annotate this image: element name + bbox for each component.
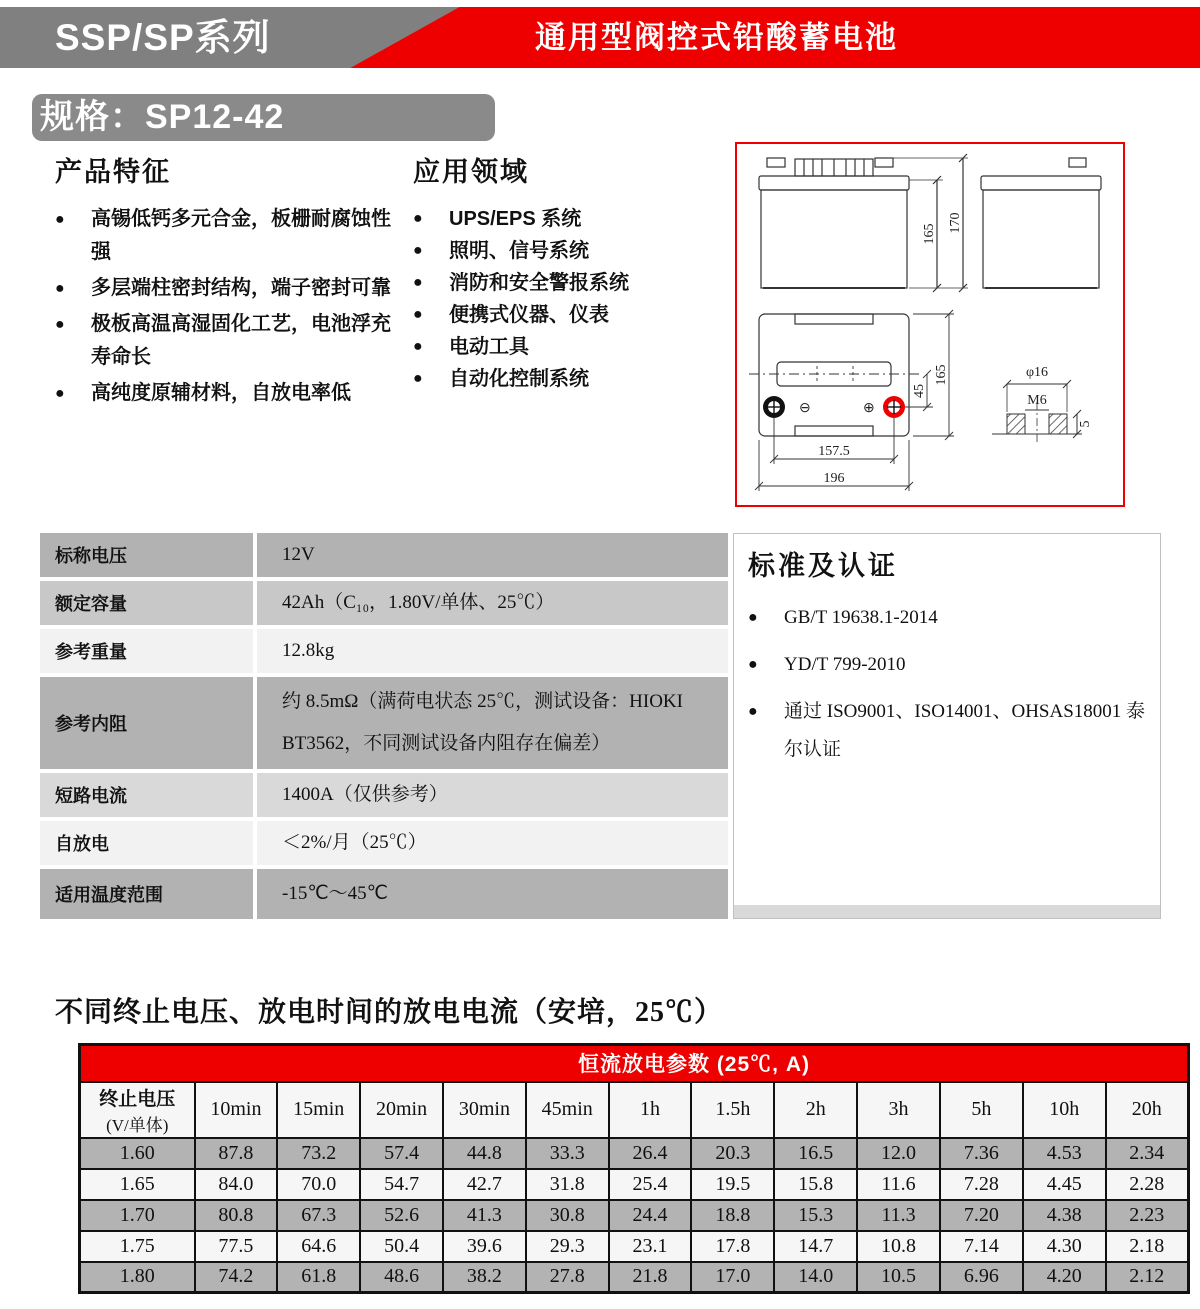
current-cell: 33.3 — [526, 1138, 609, 1169]
time-col-header: 20min — [360, 1082, 443, 1138]
feature-item — [55, 308, 400, 374]
feature-text: 极板高温高湿固化工艺，电池浮充寿命长 — [91, 313, 391, 368]
current-cell: 87.8 — [195, 1138, 278, 1169]
application-text: 消防和安全警报系统 — [449, 272, 629, 294]
application-text: 便携式仪器、仪表 — [449, 304, 609, 326]
standards-footer-strip — [734, 905, 1160, 918]
time-col-header: 1h — [609, 1082, 692, 1138]
negative-terminal-mark: ⊖ — [799, 401, 811, 416]
application-text: 照明、信号系统 — [449, 240, 589, 262]
spec-label: 适用温度范围 — [40, 869, 253, 919]
end-voltage-cell: 1.70 — [80, 1200, 195, 1231]
discharge-table-title: 恒流放电参数 (25℃, A) — [80, 1045, 1189, 1082]
current-cell: 14.7 — [774, 1231, 857, 1262]
feature-text: 多层端柱密封结构，端子密封可靠 — [91, 277, 391, 299]
application-text: 电动工具 — [449, 336, 529, 358]
time-col-header: 20h — [1106, 1082, 1189, 1138]
current-cell: 77.5 — [195, 1231, 278, 1262]
discharge-row — [80, 1262, 1189, 1293]
current-cell: 52.6 — [360, 1200, 443, 1231]
current-cell: 11.3 — [857, 1200, 940, 1231]
applications-section — [413, 150, 733, 395]
bullet-icon: ● — [413, 242, 423, 259]
bullet-icon: ● — [55, 316, 65, 333]
current-cell: 11.6 — [857, 1169, 940, 1200]
end-voltage-cell: 1.80 — [80, 1262, 195, 1293]
current-cell: 42.7 — [443, 1169, 526, 1200]
current-cell: 2.28 — [1106, 1169, 1189, 1200]
current-cell: 20.3 — [691, 1138, 774, 1169]
bullet-icon: ● — [55, 385, 65, 402]
dim-top-height: 165 — [934, 364, 949, 386]
dim-terminal-spacing: 157.5 — [818, 444, 850, 459]
application-item — [413, 267, 733, 299]
current-cell: 48.6 — [360, 1262, 443, 1293]
current-cell: 24.4 — [609, 1200, 692, 1231]
current-cell: 2.12 — [1106, 1262, 1189, 1293]
application-item — [413, 331, 733, 363]
time-col-header: 30min — [443, 1082, 526, 1138]
current-cell: 26.4 — [609, 1138, 692, 1169]
bullet-icon: ● — [413, 274, 423, 291]
end-voltage-cell: 1.75 — [80, 1231, 195, 1262]
current-cell: 10.8 — [857, 1231, 940, 1262]
current-cell: 38.2 — [443, 1262, 526, 1293]
current-cell: 73.2 — [277, 1138, 360, 1169]
spec-label: 自放电 — [40, 821, 253, 865]
features-title: 产品特征 — [55, 157, 171, 187]
end-voltage-cell: 1.60 — [80, 1138, 195, 1169]
current-cell: 61.8 — [277, 1262, 360, 1293]
spec-label: 短路电流 — [40, 773, 253, 817]
current-cell: 29.3 — [526, 1231, 609, 1262]
discharge-section-title: 不同终止电压、放电时间的放电电流（安培，25℃） — [55, 997, 724, 1028]
spec-label: 参考内阻 — [40, 677, 253, 769]
current-cell: 30.8 — [526, 1200, 609, 1231]
bullet-icon: ● — [413, 306, 423, 323]
spec-badge: 规格：SP12-42 — [32, 94, 495, 141]
positive-terminal-mark: ⊕ — [863, 401, 875, 416]
current-cell: 19.5 — [691, 1169, 774, 1200]
current-cell: 27.8 — [526, 1262, 609, 1293]
feature-item — [55, 377, 400, 410]
spec-row — [40, 677, 728, 769]
battery-drawing-svg — [737, 144, 1123, 505]
standards-section — [733, 533, 1161, 919]
application-text: 自动化控制系统 — [449, 368, 589, 390]
current-cell: 25.4 — [609, 1169, 692, 1200]
current-cell: 2.23 — [1106, 1200, 1189, 1231]
spec-row — [40, 773, 728, 817]
application-item — [413, 299, 733, 331]
dim-overall-length: 196 — [823, 471, 845, 486]
spec-row — [40, 869, 728, 919]
current-cell: 67.3 — [277, 1200, 360, 1231]
discharge-row — [80, 1231, 1189, 1262]
current-cell: 7.14 — [940, 1231, 1023, 1262]
current-cell: 2.34 — [1106, 1138, 1189, 1169]
feature-text: 高锡低钙多元合金，板栅耐腐蚀性强 — [91, 208, 391, 263]
dim-terminal-offset: 45 — [912, 384, 927, 398]
bullet-icon: ● — [748, 703, 758, 720]
standard-text: YD/T 799-2010 — [784, 654, 906, 675]
bullet-icon: ● — [748, 609, 758, 626]
current-cell: 14.0 — [774, 1262, 857, 1293]
end-voltage-header-line2: (V/单体) — [106, 1115, 169, 1135]
standards-title: 标准及认证 — [748, 551, 898, 581]
current-cell: 17.8 — [691, 1231, 774, 1262]
dim-thread: M6 — [1027, 393, 1047, 408]
current-cell: 39.6 — [443, 1231, 526, 1262]
discharge-row — [80, 1169, 1189, 1200]
time-col-header: 15min — [277, 1082, 360, 1138]
standard-text: GB/T 19638.1-2014 — [784, 607, 938, 628]
time-col-header: 10min — [195, 1082, 278, 1138]
standard-item — [748, 693, 1146, 769]
standard-text: 通过 ISO9001、ISO14001、OHSAS18001 泰尔认证 — [784, 701, 1146, 760]
current-cell: 15.8 — [774, 1169, 857, 1200]
current-cell: 17.0 — [691, 1262, 774, 1293]
bullet-icon: ● — [413, 210, 423, 227]
spec-value: 12V — [257, 533, 728, 577]
bullet-icon: ● — [413, 338, 423, 355]
series-label: SSP/SP系列 — [55, 17, 271, 58]
standard-item — [748, 646, 1146, 684]
current-cell: 4.38 — [1023, 1200, 1106, 1231]
spec-label: 标称电压 — [40, 533, 253, 577]
current-cell: 4.20 — [1023, 1262, 1106, 1293]
dim-thread-depth: 5 — [1078, 420, 1093, 428]
product-type-label: 通用型阀控式铅酸蓄电池 — [535, 20, 898, 55]
spec-value: 约 8.5mΩ（满荷电状态 25℃，测试设备：HIOKI BT3562，不同测试设备内阻存在偏差） — [257, 677, 728, 769]
standard-item — [748, 599, 1146, 637]
time-col-header: 3h — [857, 1082, 940, 1138]
spec-row — [40, 821, 728, 865]
bullet-icon: ● — [55, 280, 65, 297]
spec-value: 12.8kg — [257, 629, 728, 673]
end-voltage-header — [80, 1082, 195, 1138]
end-voltage-header-line1: 终止电压 — [99, 1088, 176, 1110]
current-cell: 41.3 — [443, 1200, 526, 1231]
spec-table — [40, 533, 728, 923]
end-voltage-cell: 1.65 — [80, 1169, 195, 1200]
feature-text: 高纯度原辅材料，自放电率低 — [91, 382, 351, 404]
top-banner — [0, 7, 1200, 68]
spec-value: ＜2%/月（25℃） — [257, 821, 728, 865]
current-cell: 64.6 — [277, 1231, 360, 1262]
discharge-row — [80, 1200, 1189, 1231]
current-cell: 2.18 — [1106, 1231, 1189, 1262]
bullet-icon: ● — [413, 370, 423, 387]
current-cell: 16.5 — [774, 1138, 857, 1169]
time-col-header: 45min — [526, 1082, 609, 1138]
current-cell: 15.3 — [774, 1200, 857, 1231]
feature-item — [55, 272, 400, 305]
current-cell: 4.30 — [1023, 1231, 1106, 1262]
current-cell: 10.5 — [857, 1262, 940, 1293]
discharge-table — [78, 1043, 1190, 1294]
dim-front-height-inner: 165 — [922, 223, 937, 245]
current-cell: 84.0 — [195, 1169, 278, 1200]
time-col-header: 2h — [774, 1082, 857, 1138]
discharge-row — [80, 1138, 1189, 1169]
current-cell: 7.36 — [940, 1138, 1023, 1169]
applications-title: 应用领域 — [413, 157, 529, 187]
current-cell: 23.1 — [609, 1231, 692, 1262]
current-cell: 7.28 — [940, 1169, 1023, 1200]
application-item — [413, 363, 733, 395]
current-cell: 70.0 — [277, 1169, 360, 1200]
current-cell: 57.4 — [360, 1138, 443, 1169]
time-col-header: 1.5h — [691, 1082, 774, 1138]
current-cell: 7.20 — [940, 1200, 1023, 1231]
application-item — [413, 235, 733, 267]
spec-label: 参考重量 — [40, 629, 253, 673]
dim-front-height-outer: 170 — [948, 212, 963, 234]
spec-label: 额定容量 — [40, 581, 253, 625]
current-cell: 21.8 — [609, 1262, 692, 1293]
spec-row — [40, 533, 728, 577]
application-text: UPS/EPS 系统 — [449, 208, 582, 230]
spec-row — [40, 629, 728, 673]
spec-row — [40, 581, 728, 625]
current-cell: 18.8 — [691, 1200, 774, 1231]
current-cell: 4.53 — [1023, 1138, 1106, 1169]
features-section — [55, 150, 400, 413]
spec-value: 42Ah（C₁₀，1.80V/单体、25℃） — [257, 581, 728, 625]
bullet-icon: ● — [748, 656, 758, 673]
current-cell: 54.7 — [360, 1169, 443, 1200]
current-cell: 44.8 — [443, 1138, 526, 1169]
dimension-drawing — [735, 142, 1125, 507]
current-cell: 80.8 — [195, 1200, 278, 1231]
spec-value: -15℃～45℃ — [257, 869, 728, 919]
current-cell: 50.4 — [360, 1231, 443, 1262]
spec-value: 1400A（仅供参考） — [257, 773, 728, 817]
time-col-header: 5h — [940, 1082, 1023, 1138]
feature-item — [55, 203, 400, 269]
current-cell: 6.96 — [940, 1262, 1023, 1293]
current-cell: 12.0 — [857, 1138, 940, 1169]
dim-terminal-diameter: φ16 — [1025, 365, 1049, 380]
current-cell: 74.2 — [195, 1262, 278, 1293]
bullet-icon: ● — [55, 211, 65, 228]
time-col-header: 10h — [1023, 1082, 1106, 1138]
current-cell: 31.8 — [526, 1169, 609, 1200]
current-cell: 4.45 — [1023, 1169, 1106, 1200]
application-item — [413, 203, 733, 235]
